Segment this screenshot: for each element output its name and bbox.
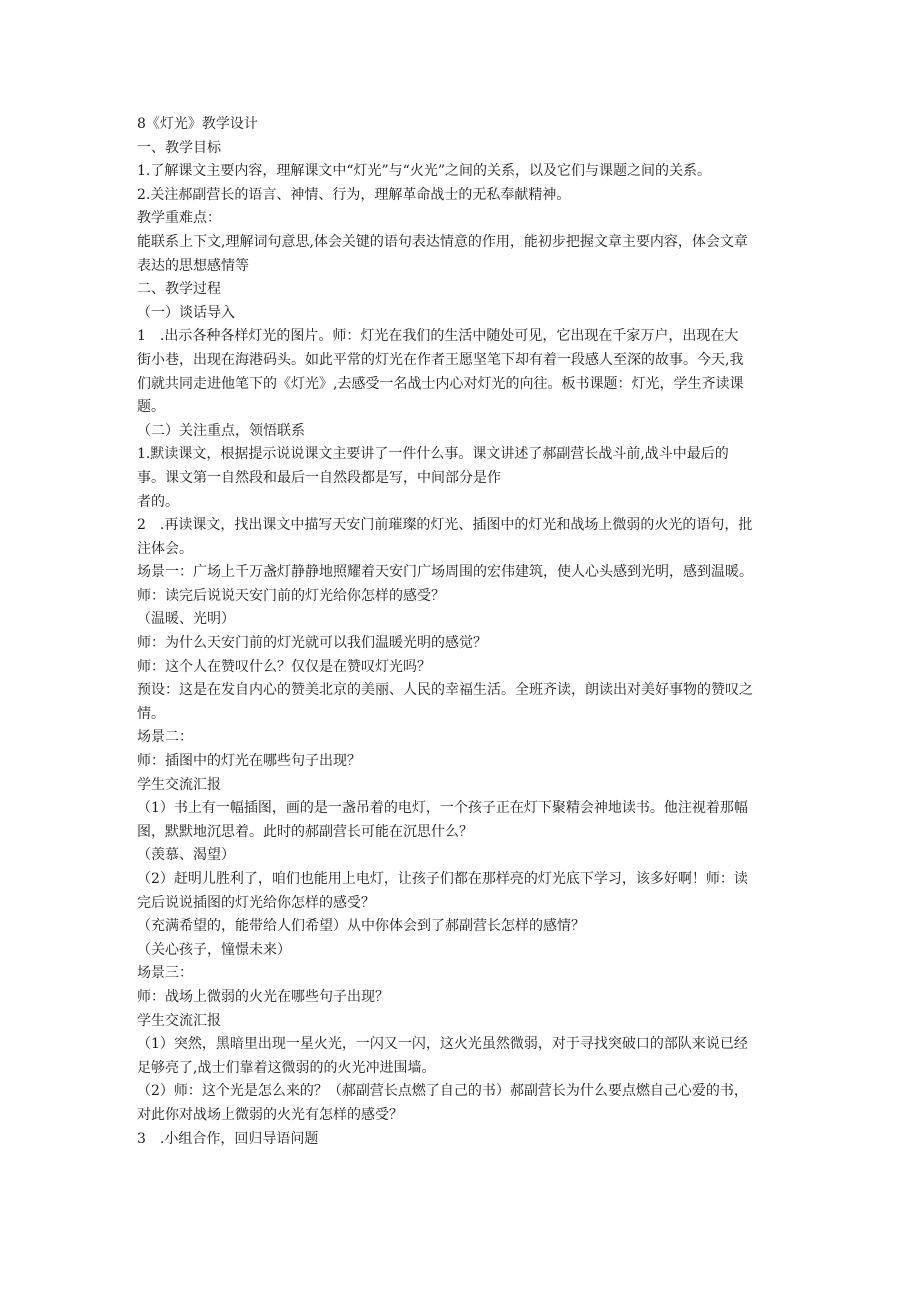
- text-line: （2）赶明儿胜利了，咱们也能用上电灯，让孩子们都在那样亮的灯光底下学习，该多好啊！师：读: [137, 871, 748, 887]
- text-line: （1）书上有一幅插图，画的是一盏吊着的电灯，一个孩子正在灯下聚精会神地读书。他注视着那幅: [137, 800, 748, 817]
- text-line: 师：插图中的灯光在哪些句子出现？: [137, 753, 361, 770]
- text-line: 场景一：广场上千万盏灯静静地照耀着天安门广场周围的宏伟建筑，使人心头感到光明，感到温暖。: [137, 564, 753, 581]
- scene-three-label: 场景三：: [137, 965, 193, 982]
- text-line: （关心孩子，憧憬未来）: [137, 941, 291, 958]
- text-line: （1）突然，黑暗里出现一星火光，一闪又一闪，这火光虽然微弱，对于寻找突破口的部队来说已经: [137, 1036, 748, 1053]
- text-line: 3 .小组合作，回归导语问题: [137, 1130, 319, 1147]
- text-line: 2 .再读课文，找出课文中描写天安门前璀璨的灯光、插图中的灯光和战场上微弱的火光的语句，批: [137, 517, 753, 534]
- text-line: 题。: [137, 399, 165, 416]
- text-line: 学生交流汇报: [137, 1012, 221, 1029]
- section-heading-process: 二、教学过程: [137, 281, 221, 298]
- text-line: 完后说说插图的灯光给你怎样的感受？: [137, 894, 375, 911]
- text-line: （2）师：这个光是怎么来的？（郝副营长点燃了自己的书）郝副营长为什么要点燃自己心爱的书，: [137, 1083, 748, 1100]
- text-line: 表达的思想感情等: [137, 257, 249, 274]
- text-line: 图，默默地沉思着。此时的郝副营长可能在沉思什么？: [137, 823, 473, 840]
- text-line: 师：为什么天安门前的灯光就可以我们温暖光明的感觉？: [137, 635, 487, 652]
- text-line: （充满希望的，能带给人们希望）从中你体会到了郝副营长怎样的感情？: [137, 918, 585, 935]
- subheading-focus: （二）关注重点，领悟联系: [137, 422, 305, 439]
- subheading-key-points: 教学重难点：: [137, 210, 221, 227]
- text-line: 事。课文第一自然段和最后一自然段都是写，中间部分是作: [137, 469, 501, 486]
- scene-two-label: 场景二：: [137, 729, 193, 746]
- text-line: 能联系上下文,理解词句意思,体会关键的语句表达情意的作用，能初步把握文章主要内容，体会文章: [137, 233, 748, 250]
- section-heading-objectives: 一、教学目标: [137, 139, 221, 156]
- text-line: 师：读完后说说天安门前的灯光给你怎样的感受？: [137, 587, 445, 604]
- text-line: 1.了解课文主要内容，理解课文中“灯光”与“火光”之间的关系，以及它们与课题之间的关系。: [137, 163, 711, 180]
- text-line: 情。: [137, 705, 165, 722]
- text-line: 师：战场上微弱的火光在哪些句子出现？: [137, 988, 389, 1005]
- text-line: （羡慕、渴望）: [137, 847, 235, 864]
- text-line: 对此你对战场上微弱的火光有怎样的感受？: [137, 1106, 403, 1123]
- text-line: 注体会。: [137, 540, 193, 557]
- text-line: （温暖、光明）: [137, 611, 235, 628]
- text-line: 足够亮了,战士们靠着这微弱的的火光冲进围墙。: [137, 1059, 436, 1076]
- text-line: 师：这个人在赞叹什么？仅仅是在赞叹灯光吗？: [137, 658, 431, 675]
- subheading-intro: （一）谈话导入: [137, 304, 235, 321]
- text-line: 2.关注郝副营长的语言、神情、行为，理解革命战士的无私奉献精神。: [137, 186, 571, 203]
- text-line: 者的。: [137, 493, 179, 510]
- text-line: 学生交流汇报: [137, 776, 221, 793]
- doc-title: 8《灯光》教学设计: [137, 116, 258, 132]
- text-line: 街小巷，出现在海港码头。如此平常的灯光在作者王愿坚笔下却有着一段感人至深的故事。今天,我: [137, 351, 744, 368]
- text-line: 预设：这是在发自内心的赞美北京的美丽、人民的幸福生活。全班齐读，朗读出对美好事物的赞叹之: [137, 682, 753, 699]
- text-line: 1.默读课文，根据提示说说课文主要讲了一件什么事。课文讲述了郝副营长战斗前,战斗中最后的: [137, 446, 729, 463]
- text-line: 1 .出示各种各样灯光的图片。师：灯光在我们的生活中随处可见，它出现在千家万户，出现在大: [137, 328, 739, 345]
- text-line: 们就共同走进他笔下的《灯光》,去感受一名战士内心对灯光的向往。板书课题：灯光，学生齐读课: [137, 375, 744, 392]
- document-page: [137, 113, 787, 1151]
